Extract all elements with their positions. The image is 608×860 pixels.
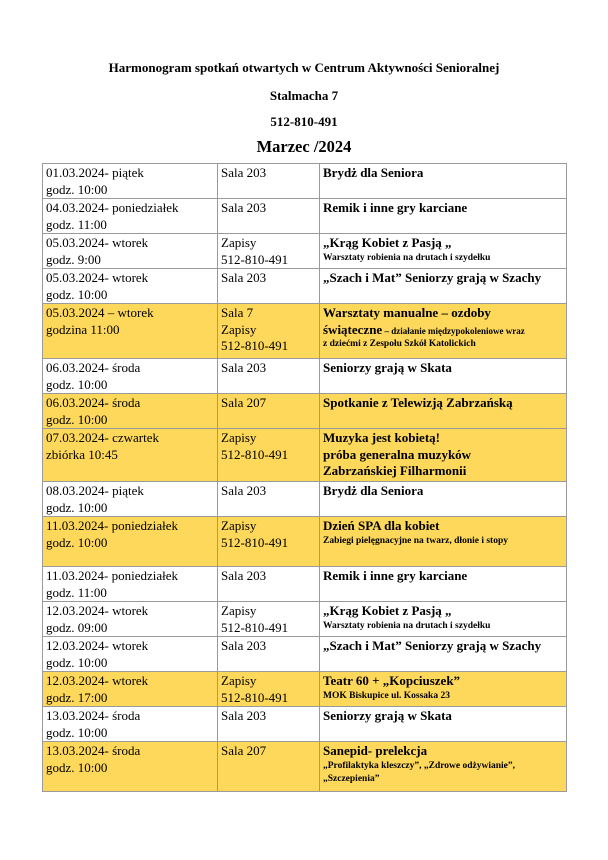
table-row bbox=[43, 637, 567, 672]
place-cell bbox=[218, 672, 320, 707]
time-text: godz. 10:00 bbox=[46, 499, 108, 515]
table-row bbox=[43, 742, 567, 792]
event-cell bbox=[320, 359, 567, 394]
place-cell bbox=[218, 602, 320, 637]
place-cell bbox=[218, 199, 320, 234]
place-cell bbox=[218, 482, 320, 517]
time-text: godz. 10:00 bbox=[46, 181, 108, 197]
place-cell bbox=[218, 707, 320, 742]
date-text: 04.03.2024- poniedziałek bbox=[46, 200, 179, 215]
place-text: Zapisy bbox=[221, 673, 257, 688]
place-cell bbox=[218, 567, 320, 602]
event-title: Teatr 60 + „Kopciuszek” bbox=[323, 673, 461, 688]
time-text: godz. 11:00 bbox=[46, 216, 107, 232]
date-cell bbox=[43, 394, 218, 429]
time-text: godz. 10:00 bbox=[46, 286, 108, 302]
time-text: godz. 10:00 bbox=[46, 376, 108, 392]
event-cell bbox=[320, 482, 567, 517]
date-cell bbox=[43, 517, 218, 567]
place-text: Sala 203 bbox=[221, 270, 267, 285]
event-title: Seniorzy grają w Skata bbox=[323, 360, 452, 375]
time-text: godz. 10:00 bbox=[46, 724, 108, 740]
schedule-table bbox=[42, 163, 567, 792]
event-title-line bbox=[323, 447, 563, 464]
time-text: godz. 9:00 bbox=[46, 251, 101, 267]
table-row bbox=[43, 567, 567, 602]
event-title: Remik i inne gry karciane bbox=[323, 200, 468, 215]
date-text: 05.03.2024- wtorek bbox=[46, 235, 149, 250]
place-text: Sala 203 bbox=[221, 360, 267, 375]
event-title: Dzień SPA dla kobiet bbox=[323, 518, 440, 533]
date-cell bbox=[43, 359, 218, 394]
place-text: Zapisy bbox=[221, 603, 257, 618]
event-cell bbox=[320, 394, 567, 429]
time-text: godz. 10:00 bbox=[46, 759, 108, 775]
place-text: Zapisy bbox=[221, 430, 257, 445]
place-text: Sala 203 bbox=[221, 483, 267, 498]
phone-line: 512-810-491 bbox=[270, 114, 338, 129]
event-cell bbox=[320, 742, 567, 792]
date-text: 06.03.2024- środa bbox=[46, 360, 141, 375]
time-text: godz. 11:00 bbox=[46, 584, 107, 600]
place-text: Zapisy bbox=[221, 518, 257, 533]
date-text: 05.03.2024 – wtorek bbox=[46, 305, 154, 320]
place-cell bbox=[218, 269, 320, 304]
table-row bbox=[43, 429, 567, 482]
event-subtitle: „Profilaktyka kleszczy”, „Zdrowe odżywianie”, bbox=[323, 760, 516, 771]
event-inline-note: – działanie międzypokoleniowe wraz bbox=[382, 325, 525, 336]
address-line: Stalmacha 7 bbox=[269, 88, 339, 103]
date-text: 01.03.2024- piątek bbox=[46, 165, 144, 180]
table-row bbox=[43, 482, 567, 517]
time-text: godz. 17:00 bbox=[46, 689, 108, 705]
date-cell bbox=[43, 602, 218, 637]
date-cell bbox=[43, 234, 218, 269]
date-text: 05.03.2024- wtorek bbox=[46, 270, 149, 285]
place-text: Sala 207 bbox=[221, 743, 267, 758]
table-row bbox=[43, 304, 567, 359]
event-cell bbox=[320, 707, 567, 742]
date-text: 11.03.2024- poniedziałek bbox=[46, 568, 179, 583]
place-phone-text: 512-810-491 bbox=[221, 338, 289, 353]
place-cell bbox=[218, 234, 320, 269]
event-title: Seniorzy grają w Skata bbox=[323, 708, 452, 723]
date-cell bbox=[43, 164, 218, 199]
event-title: Spotkanie z Telewizją Zabrzańską bbox=[323, 395, 513, 410]
date-cell bbox=[43, 199, 218, 234]
date-cell bbox=[43, 429, 218, 482]
date-cell bbox=[43, 567, 218, 602]
table-row bbox=[43, 359, 567, 394]
date-text: 08.03.2024- piątek bbox=[46, 483, 144, 498]
event-title: Brydż dla Seniora bbox=[323, 483, 424, 498]
event-subtitle: Warsztaty robienia na drutach i szydełku bbox=[323, 620, 491, 631]
event-title: Muzyka jest kobietą! bbox=[323, 430, 440, 445]
event-title: Warsztaty manualne – ozdoby bbox=[323, 305, 491, 320]
event-title: „Szach i Mat” Seniorzy grają w Szachy bbox=[323, 270, 542, 285]
table-row bbox=[43, 234, 567, 269]
place-extra-text: 512-810-491 bbox=[221, 534, 289, 550]
date-text: 12.03.2024- wtorek bbox=[46, 603, 149, 618]
time-text: godz. 10:00 bbox=[46, 534, 108, 550]
place-text: Sala 7 bbox=[221, 305, 254, 320]
place-extra-text: 512-810-491 bbox=[221, 619, 289, 635]
date-cell bbox=[43, 672, 218, 707]
place-extra-text: 512-810-491 bbox=[221, 689, 289, 705]
place-extra-text: 512-810-491 bbox=[221, 251, 289, 267]
date-text: 07.03.2024- czwartek bbox=[46, 430, 159, 445]
place-extra-text: 512-810-491 bbox=[221, 446, 289, 462]
event-cell bbox=[320, 517, 567, 567]
event-subtitle: Zabiegi pielęgnacyjne na twarz, dłonie i stopy bbox=[323, 535, 508, 546]
date-text: 12.03.2024- wtorek bbox=[46, 638, 149, 653]
place-cell bbox=[218, 164, 320, 199]
event-cell bbox=[320, 602, 567, 637]
event-cell bbox=[320, 199, 567, 234]
event-cell bbox=[320, 234, 567, 269]
date-text: 12.03.2024- wtorek bbox=[46, 673, 149, 688]
place-cell bbox=[218, 304, 320, 359]
table-row bbox=[43, 269, 567, 304]
place-text: Sala 203 bbox=[221, 708, 267, 723]
event-title: „Szach i Mat” Seniorzy grają w Szachy bbox=[323, 638, 542, 653]
table-row bbox=[43, 517, 567, 567]
event-subtitle: z dziećmi z Zespołu Szkół Katolickich bbox=[323, 339, 476, 349]
table-row bbox=[43, 394, 567, 429]
document-title: Harmonogram spotkań otwartych w Centrum Aktywności Senioralnej bbox=[108, 60, 500, 75]
date-cell bbox=[43, 742, 218, 792]
place-text: Sala 203 bbox=[221, 568, 267, 583]
event-title-line bbox=[323, 322, 563, 339]
event-title: Brydż dla Seniora bbox=[323, 165, 424, 180]
event-cell bbox=[320, 672, 567, 707]
event-title: „Krąg Kobiet z Pasją „ bbox=[323, 603, 452, 618]
event-subtitle: Warsztaty robienia na drutach i szydełku bbox=[323, 252, 491, 263]
event-cell bbox=[320, 567, 567, 602]
event-cell bbox=[320, 637, 567, 672]
table-row bbox=[43, 602, 567, 637]
place-extra-text: Zapisy bbox=[221, 321, 257, 337]
event-title: „Krąg Kobiet z Pasją „ bbox=[323, 235, 452, 250]
place-text: Sala 203 bbox=[221, 165, 267, 180]
event-title-line3: Zabrzańskiej Filharmonii bbox=[323, 463, 467, 478]
table-row bbox=[43, 707, 567, 742]
time-text: godz. 09:00 bbox=[46, 619, 108, 635]
place-text: Zapisy bbox=[221, 235, 257, 250]
place-cell bbox=[218, 394, 320, 429]
place-text: Sala 203 bbox=[221, 638, 267, 653]
place-cell bbox=[218, 742, 320, 792]
time-text: zbiórka 10:45 bbox=[46, 446, 118, 462]
time-text: godz. 10:00 bbox=[46, 411, 108, 427]
table-row bbox=[43, 164, 567, 199]
event-title: Sanepid- prelekcja bbox=[323, 743, 428, 758]
date-text: 13.03.2024- środa bbox=[46, 743, 141, 758]
time-text: godz. 10:00 bbox=[46, 654, 108, 670]
time-text: godzina 11:00 bbox=[46, 321, 120, 337]
place-cell bbox=[218, 429, 320, 482]
date-cell bbox=[43, 304, 218, 359]
event-title-cont: próba generalna muzyków bbox=[323, 446, 472, 462]
table-row bbox=[43, 199, 567, 234]
event-cell bbox=[320, 304, 567, 359]
table-row bbox=[43, 672, 567, 707]
date-cell bbox=[43, 707, 218, 742]
place-cell bbox=[218, 359, 320, 394]
place-text: Sala 207 bbox=[221, 395, 267, 410]
place-text: Sala 203 bbox=[221, 200, 267, 215]
event-subtitle: MOK Biskupice ul. Kossaka 23 bbox=[323, 690, 450, 701]
event-subtitle-2: „Szczepienia” bbox=[323, 773, 380, 784]
place-cell bbox=[218, 637, 320, 672]
event-cell bbox=[320, 269, 567, 304]
event-cell bbox=[320, 429, 567, 482]
date-text: 11.03.2024- poniedziałek bbox=[46, 518, 179, 533]
date-text: 13.03.2024- środa bbox=[46, 708, 141, 723]
date-cell bbox=[43, 637, 218, 672]
event-title-cont: świąteczne bbox=[323, 321, 383, 337]
date-text: 06.03.2024- środa bbox=[46, 395, 141, 410]
date-cell bbox=[43, 269, 218, 304]
event-title: Remik i inne gry karciane bbox=[323, 568, 468, 583]
date-cell bbox=[43, 482, 218, 517]
month-heading: Marzec /2024 bbox=[256, 137, 352, 156]
event-cell bbox=[320, 164, 567, 199]
place-cell bbox=[218, 517, 320, 567]
